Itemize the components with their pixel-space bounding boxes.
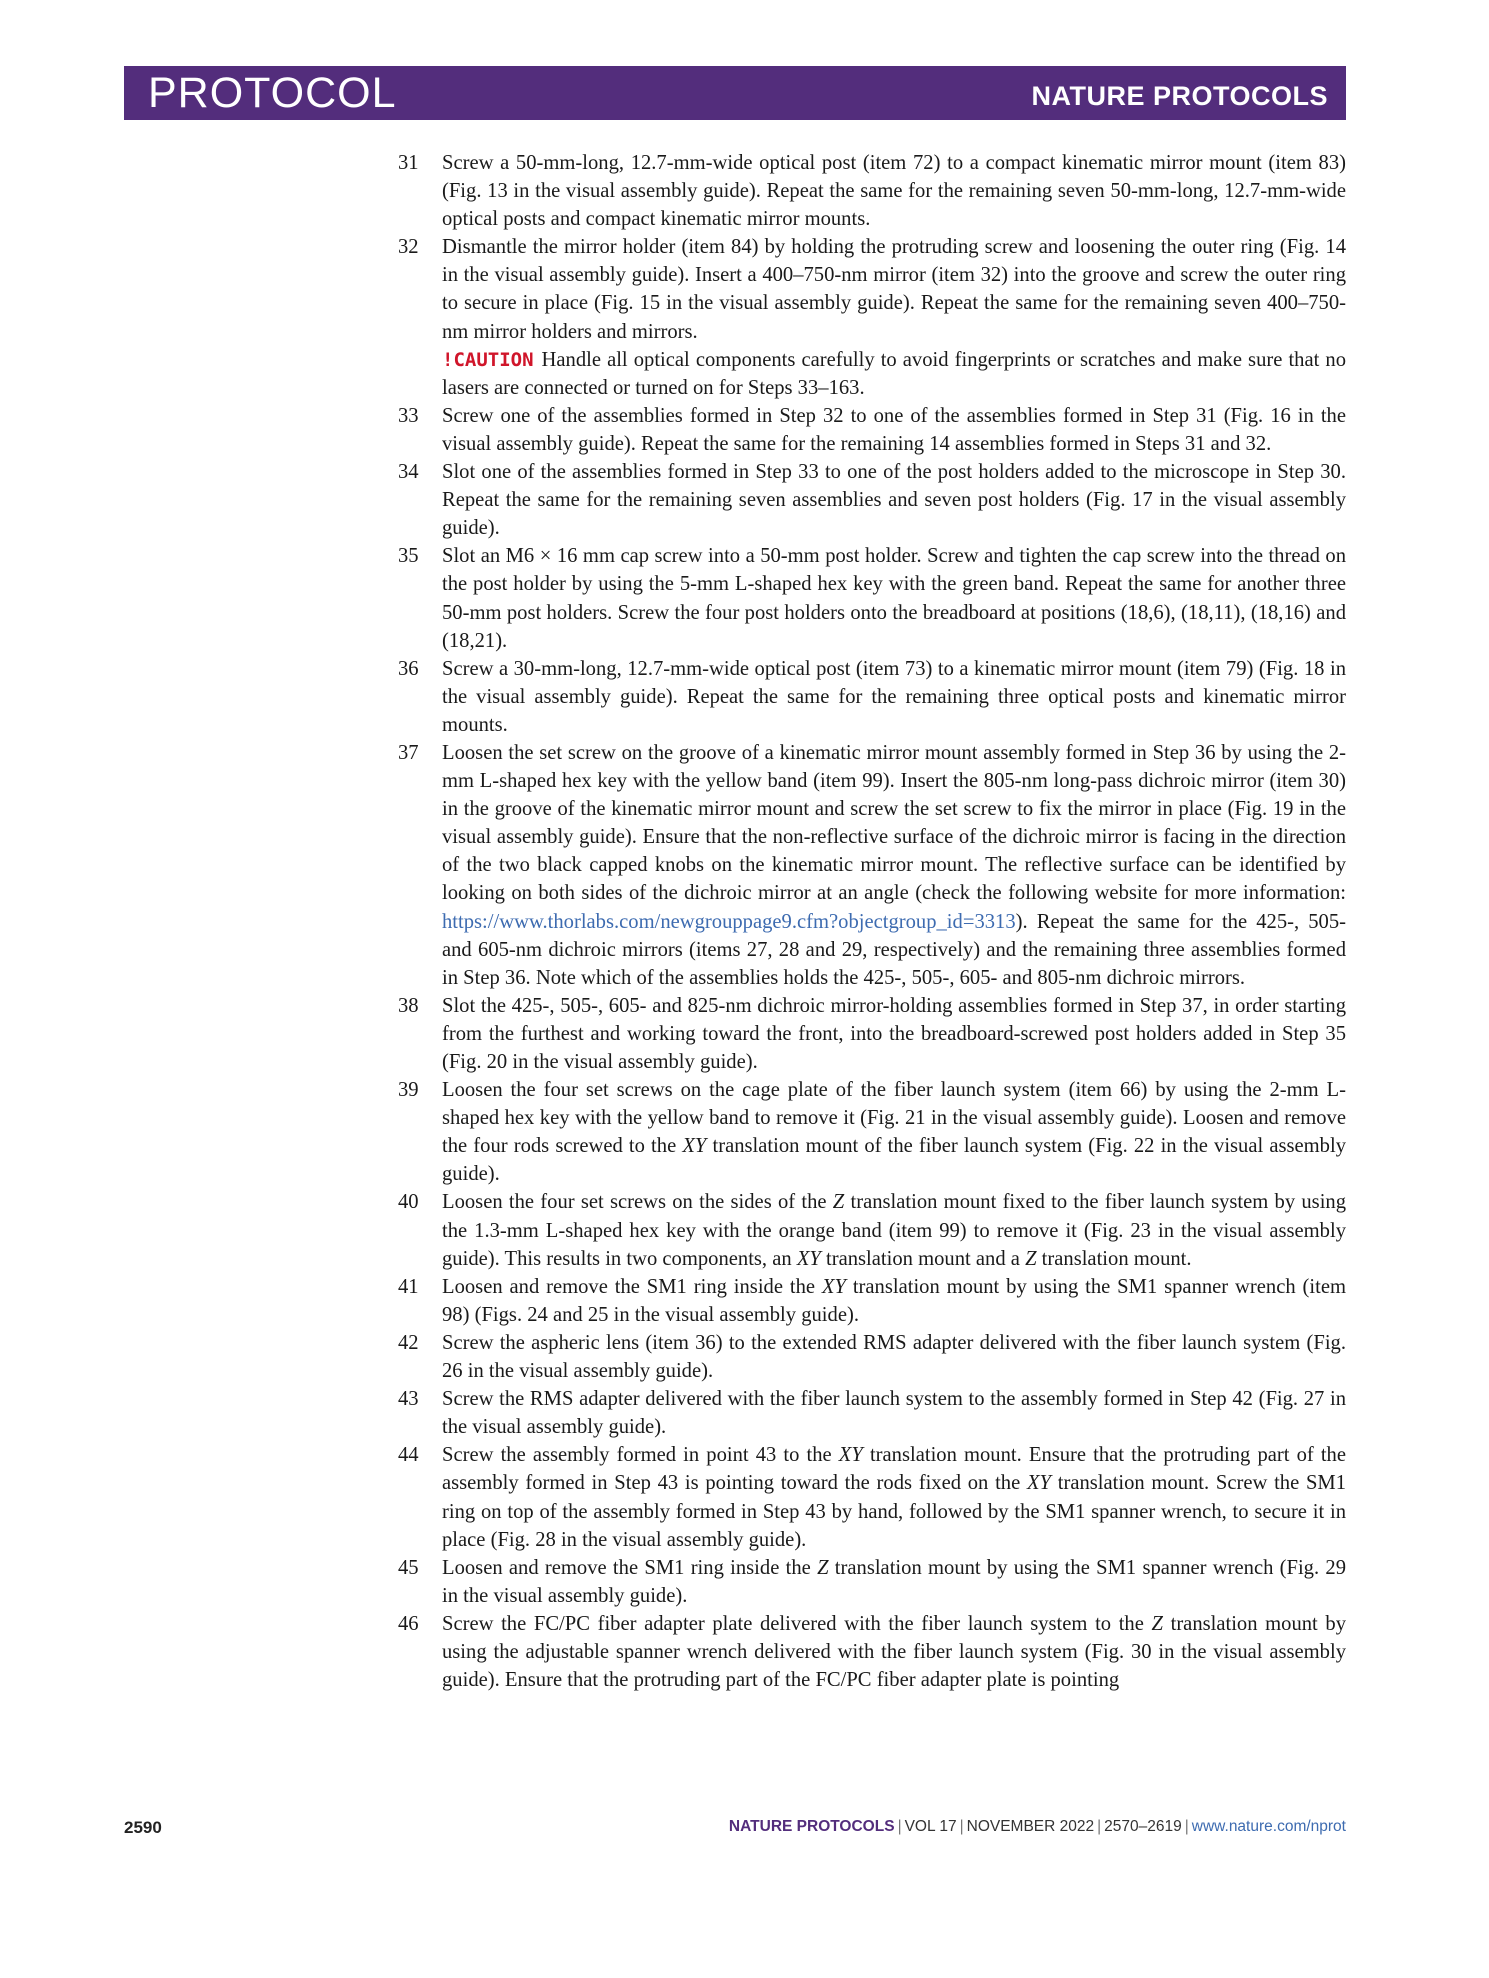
step-40 [392,1188,1346,1272]
italic-xy: XY [1026,1472,1052,1495]
procedure-steps [392,149,1346,1694]
section-label: PROTOCOL [148,69,397,117]
step-text: Screw a 30-mm-long, 12.7-mm-wide optical post (item 73) to a kinematic mirror mount (item 79) (Fig. 18 in the visual assembly guide). Repeat the same for the remaining three optical posts and kinematic mirror mounts. [442,657,1346,736]
separator: | [1184,1818,1189,1835]
step-text [442,1076,1346,1188]
step-number: 31 [398,152,419,174]
step-41 [392,1273,1346,1329]
thorlabs-link[interactable]: https://www.thorlabs.com/newgrouppage9.cfm?objectgroup_id=3313 [442,910,1016,933]
step-44 [392,1441,1346,1553]
step-number: 32 [398,236,419,259]
step-text-part: Screw the assembly formed in point 43 to the [442,1444,839,1467]
step-text-part: translation mount by using the adjustable spanner wrench delivered with the fiber launch system (Fig. 30 in the visual assembly guide). Ensure that the protruding part of the FC/PC fiber adapter plate is pointing [442,1612,1346,1692]
journal-name-header: NATURE PROTOCOLS [1031,81,1328,111]
step-text-part: Loosen the four set screws on the sides of the [442,1191,833,1214]
step-34 [392,458,1346,542]
separator: | [897,1818,902,1835]
step-text-part: Loosen and remove the SM1 ring inside the [442,1275,822,1298]
journal-citation [729,1818,1346,1836]
italic-xy: XY [821,1275,846,1298]
italic-xy: XY [796,1247,821,1270]
step-text [442,1441,1346,1553]
step-text: Slot one of the assemblies formed in Step 33 to one of the post holders added to the microscope in Step 30. Repeat the same for the remaining seven assemblies and seven post holders (Fig. 17 in the visual assembly guide). [442,461,1346,540]
caution-text: Handle all optical components carefully to avoid fingerprints or scratches and make sure that no lasers are connected or turned on for Steps 33–163. [442,348,1346,399]
step-number: 38 [398,994,419,1017]
step-32 [392,233,1346,402]
step-text-part: Loosen the four set screws on the cage plate of the fiber launch system (item 66) by using the 2-mm L-shaped hex key with the yellow band to remove it (Fig. 21 in the visual assembly guide). Loosen and remove the four rods screwed to the [442,1079,1346,1158]
step-number: 35 [398,545,419,568]
step-text: Screw the aspheric lens (item 36) to the extended RMS adapter delivered with the fiber launch system (Fig. 26 in the visual assembly guide). [442,1331,1346,1383]
caution-note [442,346,1346,402]
step-number: 41 [398,1275,419,1298]
step-31 [392,149,1346,233]
footer-journal: NATURE PROTOCOLS [728,1818,895,1835]
step-33 [392,402,1346,458]
step-text: Screw the RMS adapter delivered with the fiber launch system to the assembly formed in Step 42 (Fig. 27 in the visual assembly guide). [442,1388,1346,1439]
footer-volume: VOL 17 [904,1818,957,1835]
footer-date: NOVEMBER 2022 [966,1818,1095,1835]
italic-z: Z [1151,1612,1163,1635]
step-text-part: translation mount by using the SM1 spanner wrench (Fig. 29 in the visual assembly guide). [442,1556,1346,1607]
step-text-part: Screw the FC/PC fiber adapter plate delivered with the fiber launch system to the [442,1612,1152,1635]
step-text-part: Loosen and remove the SM1 ring inside the [442,1556,818,1579]
step-38 [392,992,1346,1076]
page-number: 2590 [124,1818,162,1837]
step-number: 44 [398,1444,419,1467]
step-text-part: translation mount. Ensure that the protruding part of the assembly formed in Step 43 is pointing toward the rods fixed on the [442,1444,1346,1495]
footer-url[interactable]: www.nature.com/nprot [1191,1818,1346,1835]
step-text [442,1273,1346,1329]
step-text: Slot the 425-, 505-, 605- and 825-nm dichroic mirror-holding assemblies formed in Step 37, in order starting from the furthest and working toward the front, into the breadboard-screwed post holders added in Step 35 (Fig. 20 in the visual assembly guide). [442,994,1346,1073]
step-45 [392,1554,1346,1610]
step-text-part: translation mount and a [820,1247,1026,1270]
step-number: 40 [398,1191,419,1214]
step-text: Screw a 50-mm-long, 12.7-mm-wide optical post (item 72) to a compact kinematic mirror mount (item 83) (Fig. 13 in the visual assembly guide). Repeat the same for the remaining seven 50-mm-long, 12.7-mm-wide optical posts and compact kinematic mirror mounts. [442,152,1346,231]
separator: | [959,1818,964,1835]
step-46 [392,1610,1346,1694]
step-42 [392,1329,1346,1385]
step-number: 36 [398,657,419,680]
caution-label: !CAUTION [442,348,534,371]
step-text [442,1610,1346,1694]
step-39 [392,1076,1346,1188]
step-35 [392,542,1346,654]
step-text-part: translation mount. [1036,1247,1192,1270]
step-number: 34 [398,461,419,484]
separator: | [1097,1818,1102,1835]
step-number: 37 [398,741,419,764]
italic-xy: XY [838,1444,863,1467]
step-text [442,739,1346,992]
step-text [442,1554,1346,1610]
step-text-part: translation mount. Screw the SM1 ring on top of the assembly formed in Step 43 by hand, followed by the SM1 spanner wrench, to secure it in place (Fig. 28 in the visual assembly guide). [442,1472,1347,1551]
step-text-part: ). Repeat the same for the 425-, 505- and 605-nm dichroic mirrors (items 27, 28 and 29, respectively) and the remaining three assemblies formed in Step 36. Note which of the assemblies holds the 425-, 505-, 605- and 805-nm dichroic mirrors. [442,910,1346,989]
step-number: 43 [398,1388,419,1411]
step-number: 46 [398,1612,419,1635]
page-header [124,66,1346,120]
step-text: Slot an M6 × 16 mm cap screw into a 50-mm post holder. Screw and tighten the cap screw into the thread on the post holder by using the 5-mm L-shaped hex key with the green band. Repeat the same for another three 50-mm post holders. Screw the four post holders onto the breadboard at positions (18,6), (18,11), (18,16) and (18,21). [442,545,1346,652]
step-43 [392,1385,1346,1441]
step-37 [392,739,1346,992]
step-text-part: translation mount fixed to the fiber launch system by using the 1.3-mm L-shaped hex key with the orange band (item 99) to remove it (Fig. 23 in the visual assembly guide). This results in two components, an [442,1191,1347,1270]
italic-z: Z [832,1191,845,1214]
italic-z: Z [817,1556,829,1579]
step-text-part: translation mount of the fiber launch system (Fig. 22 in the visual assembly guide). [442,1135,1346,1186]
step-text: Dismantle the mirror holder (item 84) by holding the protruding screw and loosening the outer ring (Fig. 14 in the visual assembly guide). Insert a 400–750-nm mirror (item 32) into the groove and screw the outer ring to secure in place (Fig. 15 in the visual assembly guide). Repeat the same for the remaining seven 400–750-nm mirror holders and mirrors. [442,236,1346,343]
step-text-part: Loosen the set screw on the groove of a kinematic mirror mount assembly formed in Step 36 by using the 2-mm L-shaped hex key with the yellow band (item 99). Insert the 805-nm long-pass dichroic mirror (item 30) in the groove of the kinematic mirror mount and screw the set screw to fix the mirror in place (Fig. 19 in the visual assembly guide). Ensure that the non-reflective surface of the dichroic mirror is facing in the direction of the two black capped knobs on the kinematic mirror mount. The reflective surface can be identified by looking on both sides of the dichroic mirror at an angle (check the following website for more information: [442,741,1346,905]
step-number: 45 [398,1556,419,1579]
step-number: 42 [398,1331,419,1354]
step-number: 33 [398,404,419,427]
step-text [442,1188,1346,1272]
step-text-part: translation mount by using the SM1 spanner wrench (item 98) (Figs. 24 and 25 in the visual assembly guide). [442,1275,1346,1326]
step-36 [392,655,1346,739]
step-number: 39 [398,1079,419,1102]
footer-pages: 2570–2619 [1104,1818,1182,1835]
step-text: Screw one of the assemblies formed in Step 32 to one of the assemblies formed in Step 31 (Fig. 16 in the visual assembly guide). Repeat the same for the remaining 14 assemblies formed in Steps 31 and 32. [442,404,1346,455]
italic-z: Z [1025,1247,1037,1270]
italic-xy: XY [682,1135,707,1158]
